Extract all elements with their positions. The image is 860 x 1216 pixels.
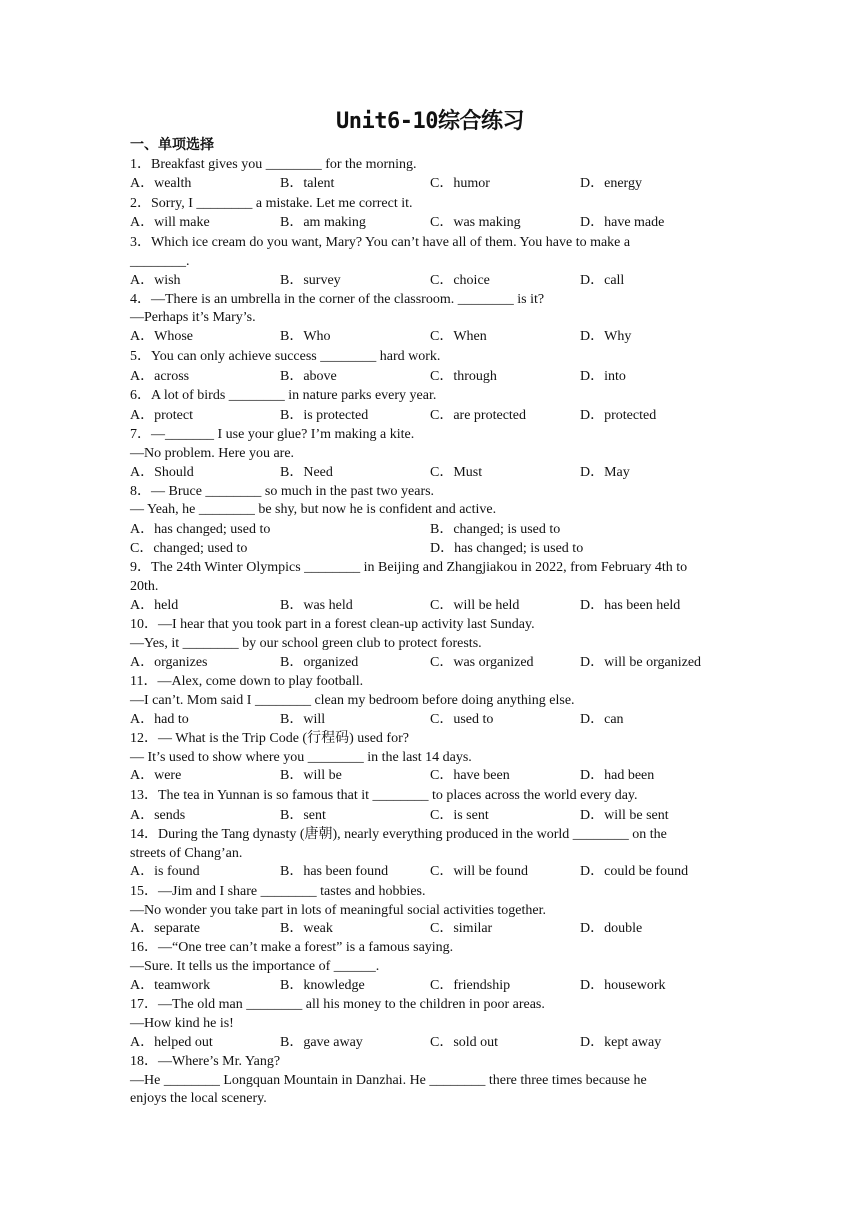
options-row xyxy=(130,520,740,539)
page-title: Unit6-10综合练习 xyxy=(336,109,524,134)
options-row xyxy=(130,976,740,995)
answer-option-b[interactable]: B．is protected xyxy=(280,408,369,423)
options-row xyxy=(130,653,740,672)
question-line: —I can’t. Mom said I ________ clean my bedroom before doing anything else. xyxy=(130,693,575,708)
answer-option-c[interactable]: C．through xyxy=(430,369,497,384)
answer-option-d[interactable]: D．will be organized xyxy=(580,655,702,670)
question-stem: 7．—_______ I use your glue? I’m making a kite. xyxy=(130,427,415,442)
question-stem: 6．A lot of birds ________ in nature parks every year. xyxy=(130,388,437,403)
question-stem: 1．Breakfast gives you ________ for the morning. xyxy=(130,157,417,172)
section-heading: 一、单项选择 xyxy=(130,137,214,153)
answer-option-a[interactable]: A．held xyxy=(130,598,179,613)
answer-option-b[interactable]: B．Need xyxy=(280,465,333,480)
question-line: streets of Chang’an. xyxy=(130,846,243,861)
answer-option-b[interactable]: B．am making xyxy=(280,215,366,230)
question-line: —Yes, it ________ by our school green club to protect forests. xyxy=(130,636,482,651)
answer-option-b[interactable]: B．Who xyxy=(280,329,331,344)
answer-option-d[interactable]: D．has been held xyxy=(580,598,681,613)
options-row xyxy=(130,596,740,615)
answer-option-d[interactable]: D．kept away xyxy=(580,1035,662,1050)
answer-option-b[interactable]: B．was held xyxy=(280,598,353,613)
answer-option-a[interactable]: A．protect xyxy=(130,408,193,423)
question-line: — It’s used to show where you ________ in the last 14 days. xyxy=(130,750,472,765)
question-stem: 18．—Where’s Mr. Yang? xyxy=(130,1054,281,1069)
answer-option-c[interactable]: C．changed; used to xyxy=(130,541,248,556)
answer-option-c[interactable]: C．will be found xyxy=(430,864,528,879)
answer-option-d[interactable]: D．has changed; is used to xyxy=(430,541,584,556)
answer-option-a[interactable]: A．separate xyxy=(130,921,200,936)
answer-option-b[interactable]: B．sent xyxy=(280,808,326,823)
answer-option-d[interactable]: D．into xyxy=(580,369,626,384)
question-stem: 14．During the Tang dynasty (唐朝), nearly everything produced in the world ________ on the xyxy=(130,827,667,842)
answer-option-c[interactable]: C．friendship xyxy=(430,978,511,993)
answer-option-a[interactable]: A．had to xyxy=(130,712,189,727)
question-line: —Perhaps it’s Mary’s. xyxy=(130,310,256,325)
answer-option-b[interactable]: B．will be xyxy=(280,768,342,783)
answer-option-b[interactable]: B．changed; is used to xyxy=(430,522,561,537)
answer-option-d[interactable]: D．call xyxy=(580,273,625,288)
answer-option-a[interactable]: A．wish xyxy=(130,273,181,288)
answer-option-a[interactable]: A．helped out xyxy=(130,1035,213,1050)
options-row xyxy=(130,367,740,386)
answer-option-b[interactable]: B．has been found xyxy=(280,864,389,879)
options-row xyxy=(130,327,740,346)
options-row xyxy=(130,710,740,729)
answer-option-c[interactable]: C．choice xyxy=(430,273,490,288)
question-line: —Sure. It tells us the importance of ______. xyxy=(130,959,380,974)
options-row xyxy=(130,213,740,232)
answer-option-d[interactable]: D．protected xyxy=(580,408,657,423)
answer-option-d[interactable]: D．double xyxy=(580,921,643,936)
question-stem: 15．—Jim and I share ________ tastes and hobbies. xyxy=(130,884,426,899)
question-stem: 13．The tea in Yunnan is so famous that it ________ to places across the world every day. xyxy=(130,788,638,803)
options-row xyxy=(130,806,740,825)
answer-option-c[interactable]: C．When xyxy=(430,329,487,344)
answer-option-a[interactable]: A．has changed; used to xyxy=(130,522,271,537)
question-line: ________. xyxy=(130,254,190,269)
question-line: 20th. xyxy=(130,579,159,594)
answer-option-d[interactable]: D．can xyxy=(580,712,624,727)
question-line: —He ________ Longquan Mountain in Danzhai. He ________ there three times because he xyxy=(130,1073,647,1088)
answer-option-c[interactable]: C．used to xyxy=(430,712,494,727)
question-stem: 2．Sorry, I ________ a mistake. Let me correct it. xyxy=(130,196,413,211)
options-row xyxy=(130,271,740,290)
answer-option-d[interactable]: D．will be sent xyxy=(580,808,669,823)
answer-option-c[interactable]: C．Must xyxy=(430,465,483,480)
question-line: — Yeah, he ________ be shy, but now he is confident and active. xyxy=(130,502,497,517)
answer-option-c[interactable]: C．have been xyxy=(430,768,510,783)
question-line: —How kind he is! xyxy=(130,1016,234,1031)
answer-option-c[interactable]: C．was making xyxy=(430,215,521,230)
question-stem: 11．—Alex, come down to play football. xyxy=(130,674,364,689)
answer-option-a[interactable]: A．will make xyxy=(130,215,210,230)
answer-option-d[interactable]: D．energy xyxy=(580,176,642,191)
answer-option-a[interactable]: A．is found xyxy=(130,864,200,879)
answer-option-a[interactable]: A．sends xyxy=(130,808,186,823)
answer-option-d[interactable]: D．housework xyxy=(580,978,666,993)
answer-option-a[interactable]: A．teamwork xyxy=(130,978,211,993)
question-stem: 5．You can only achieve success ________ hard work. xyxy=(130,349,441,364)
answer-option-a[interactable]: A．Whose xyxy=(130,329,193,344)
question-stem: 4．—There is an umbrella in the corner of the classroom. ________ is it? xyxy=(130,292,545,307)
answer-option-a[interactable]: A．Should xyxy=(130,465,194,480)
answer-option-b[interactable]: B．organized xyxy=(280,655,359,670)
answer-option-d[interactable]: D．May xyxy=(580,465,630,480)
answer-option-c[interactable]: C．sold out xyxy=(430,1035,499,1050)
answer-option-d[interactable]: D．had been xyxy=(580,768,655,783)
question-stem: 16．—“One tree can’t make a forest” is a famous saying. xyxy=(130,940,454,955)
answer-option-d[interactable]: D．could be found xyxy=(580,864,689,879)
answer-option-c[interactable]: C．are protected xyxy=(430,408,527,423)
answer-option-b[interactable]: B．talent xyxy=(280,176,335,191)
answer-option-a[interactable]: A．wealth xyxy=(130,176,192,191)
answer-option-b[interactable]: B．weak xyxy=(280,921,333,936)
answer-option-b[interactable]: B．gave away xyxy=(280,1035,363,1050)
answer-option-c[interactable]: C．will be held xyxy=(430,598,520,613)
question-line: —No wonder you take part in lots of meaningful social activities together. xyxy=(130,903,547,918)
question-stem: 9．The 24th Winter Olympics ________ in Beijing and Zhangjiakou in 2022, from February 4th to xyxy=(130,560,688,575)
answer-option-a[interactable]: A．organizes xyxy=(130,655,208,670)
answer-option-d[interactable]: D．have made xyxy=(580,215,665,230)
options-row xyxy=(130,463,740,482)
question-stem: 12．— What is the Trip Code (行程码) used for? xyxy=(130,731,409,746)
answer-option-a[interactable]: A．across xyxy=(130,369,190,384)
question-stem: 17．—The old man ________ all his money to the children in poor areas. xyxy=(130,997,545,1012)
question-stem: 10．—I hear that you took part in a forest clean-up activity last Sunday. xyxy=(130,617,535,632)
answer-option-b[interactable]: B．survey xyxy=(280,273,341,288)
options-row xyxy=(130,862,740,881)
answer-option-b[interactable]: B．will xyxy=(280,712,326,727)
question-line: enjoys the local scenery. xyxy=(130,1091,267,1106)
answer-option-d[interactable]: D．Why xyxy=(580,329,632,344)
answer-option-c[interactable]: C．humor xyxy=(430,176,490,191)
options-row xyxy=(130,919,740,938)
options-row xyxy=(130,539,740,558)
question-line: —No problem. Here you are. xyxy=(130,446,295,461)
answer-option-c[interactable]: C．similar xyxy=(430,921,493,936)
answer-option-b[interactable]: B．knowledge xyxy=(280,978,365,993)
options-row xyxy=(130,174,740,193)
question-stem: 8．— Bruce ________ so much in the past two years. xyxy=(130,484,435,499)
options-row xyxy=(130,766,740,785)
answer-option-c[interactable]: C．is sent xyxy=(430,808,489,823)
answer-option-c[interactable]: C．was organized xyxy=(430,655,534,670)
options-row xyxy=(130,406,740,425)
options-row xyxy=(130,1033,740,1052)
question-stem: 3．Which ice cream do you want, Mary? You can’t have all of them. You have to make a xyxy=(130,235,631,250)
answer-option-b[interactable]: B．above xyxy=(280,369,337,384)
answer-option-a[interactable]: A．were xyxy=(130,768,182,783)
